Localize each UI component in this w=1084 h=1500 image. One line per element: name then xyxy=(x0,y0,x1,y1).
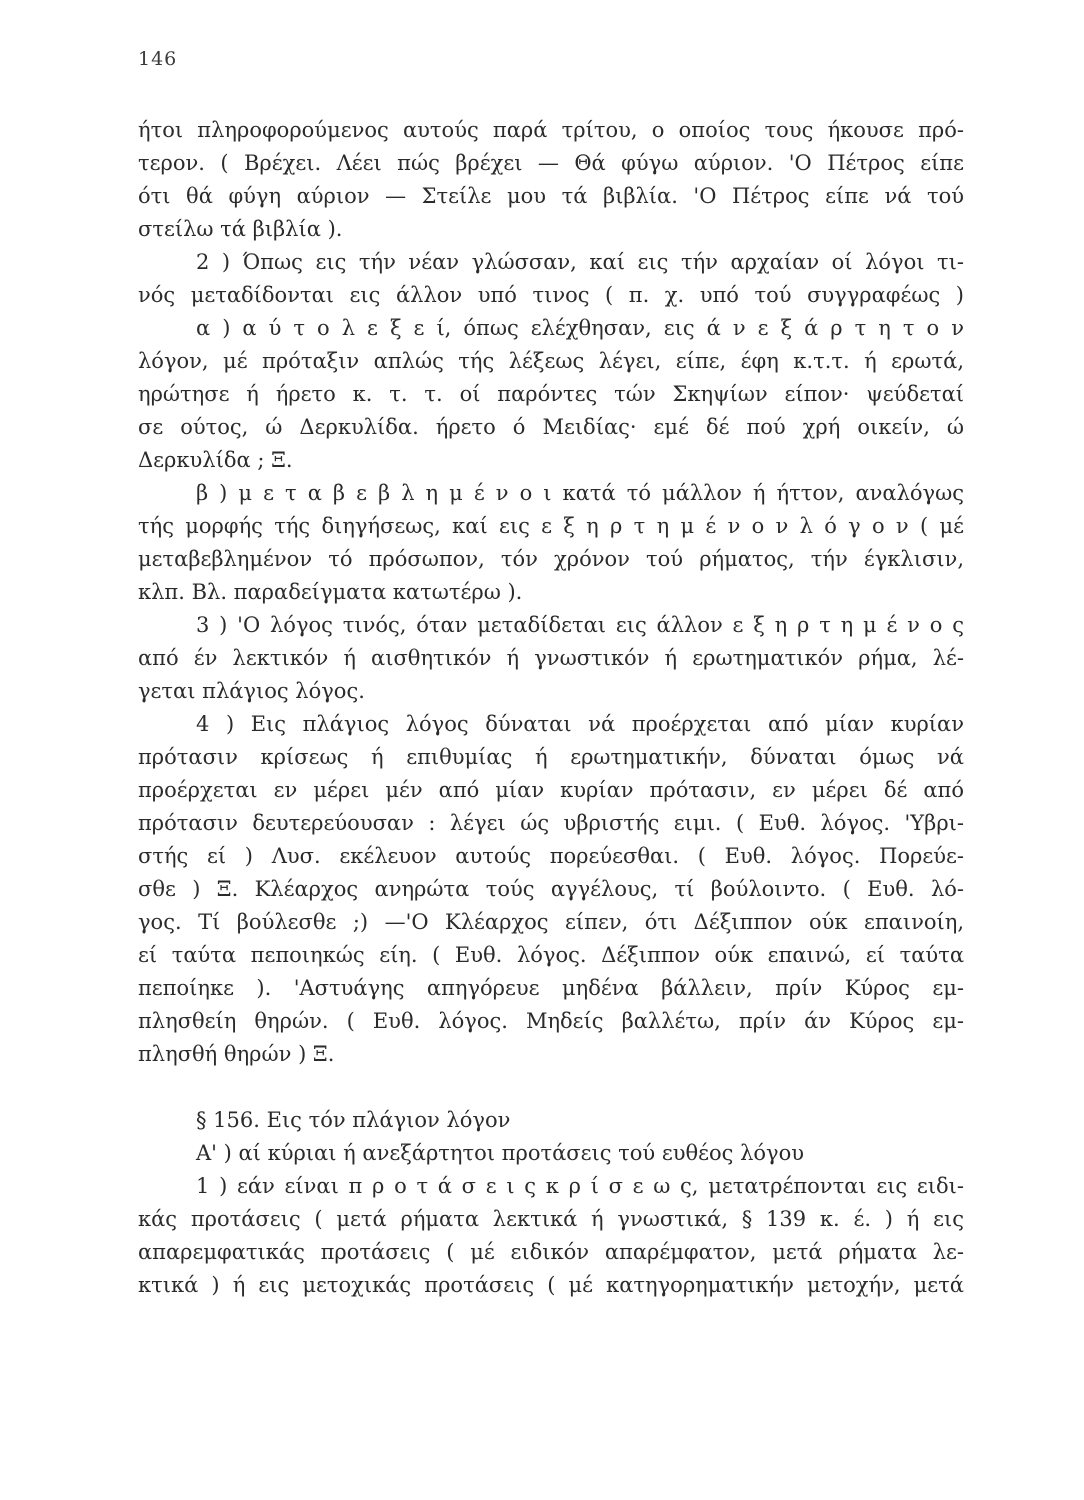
text-line: 2 ) Όπως εις τήν νέαν γλώσσαν, καί εις τήν αρχαίαν οί λόγοι τι- xyxy=(196,250,964,274)
text-line: λόγον, μέ πρόταξιν απλώς τής λέξεως λέγει, είπε, έφη κ.τ.τ. ή ερωτά, xyxy=(138,349,964,373)
text-line: νός μεταδίδονται εις άλλον υπό τινος ( π. χ. υπό τού συγγραφέως ) xyxy=(138,283,964,307)
text-line: τής μορφής τής διηγήσεως, καί εις ε ξ η ρ τ η μ έ ν ο ν λ ό γ ο ν ( μέ xyxy=(138,514,964,538)
text-line: πρότασιν δευτερεύουσαν : λέγει ώς υβριστής ειμι. ( Ευθ. λόγος. 'Υβρι- xyxy=(138,811,964,835)
text-line: σε ούτος, ώ Δερκυλίδα. ήρετο ό Μειδίας· εμέ δέ πού χρή οικείν, ώ xyxy=(138,415,964,439)
text-line: απαρεμφατικάς προτάσεις ( μέ ειδικόν απαρέμφατον, μετά ρήματα λε- xyxy=(138,1240,964,1264)
text-line: σθε ) Ξ. Κλέαρχος ανηρώτα τούς αγγέλους, τί βούλοιντο. ( Ευθ. λό- xyxy=(138,877,964,901)
subsection-heading: Α' ) αί κύριαι ή ανεξάρτητοι προτάσεις τού ευθέος λόγου xyxy=(196,1141,805,1165)
text-line: Δερκυλίδα ; Ξ. xyxy=(138,448,293,472)
text-line: μεταβεβλημένον τό πρόσωπον, τόν χρόνον τού ρήματος, τήν έγκλισιν, xyxy=(138,547,964,571)
text-line: ότι θά φύγη αύριον — Στείλε μου τά βιβλία. 'Ο Πέτρος είπε νά τού xyxy=(138,184,964,208)
text-line: προέρχεται εν μέρει μέν από μίαν κυρίαν πρότασιν, εν μέρει δέ από xyxy=(138,778,964,802)
text-line: από έν λεκτικόν ή αισθητικόν ή γνωστικόν ή ερωτηματικόν ρήμα, λέ- xyxy=(138,646,964,670)
text-line: εί ταύτα πεποιηκώς είη. ( Ευθ. λόγος. Δέξιππον ούκ επαινώ, εί ταύτα xyxy=(138,943,964,967)
text-line: πρότασιν κρίσεως ή επιθυμίας ή ερωτηματικήν, δύναται όμως νά xyxy=(138,745,964,769)
text-line: β ) μ ε τ α β ε β λ η μ έ ν ο ι κατά τό μάλλον ή ήττον, αναλόγως xyxy=(196,481,964,505)
text-line: 4 ) Εις πλάγιος λόγος δύναται νά προέρχεται από μίαν κυρίαν xyxy=(196,712,964,736)
text-line: κάς προτάσεις ( μετά ρήματα λεκτικά ή γνωστικά, § 139 κ. έ. ) ή εις xyxy=(138,1207,964,1231)
text-line: ήτοι πληροφορούμενος αυτούς παρά τρίτου, ο οποίος τους ήκουσε πρό- xyxy=(138,118,964,142)
page-number: 146 xyxy=(138,48,178,70)
text-line: κτικά ) ή εις μετοχικάς προτάσεις ( μέ κατηγορηματικήν μετοχήν, μετά xyxy=(138,1273,964,1297)
text-line: πλησθείη θηρών. ( Ευθ. λόγος. Μηδείς βαλλέτω, πρίν άν Κύρος εμ- xyxy=(138,1009,964,1033)
text-line: 1 ) εάν είναι π ρ ο τ ά σ ε ι ς κ ρ ί σ ε ω ς, μετατρέπονται εις ειδι- xyxy=(196,1174,964,1198)
section-heading: § 156. Εις τόν πλάγιον λόγον xyxy=(196,1108,511,1132)
text-line: στείλω τά βιβλία ). xyxy=(138,217,343,241)
text-line: γος. Τί βούλεσθε ;) —'Ο Κλέαρχος είπεν, ότι Δέξιππον ούκ επαινοίη, xyxy=(138,910,964,934)
text-line: α ) α ύ τ ο λ ε ξ ε ί, όπως ελέχθησαν, εις ά ν ε ξ ά ρ τ η τ ο ν xyxy=(196,316,964,340)
text-line: πεποίηκε ). 'Αστυάγης απηγόρευε μηδένα βάλλειν, πρίν Κύρος εμ- xyxy=(138,976,964,1000)
text-line: 3 ) 'Ο λόγος τινός, όταν μεταδίδεται εις άλλον ε ξ η ρ τ η μ έ ν ο ς xyxy=(196,613,964,637)
text-line: στής εί ) Λυσ. εκέλευον αυτούς πορεύεσθαι. ( Ευθ. λόγος. Πορεύε- xyxy=(138,844,964,868)
body-text xyxy=(138,114,964,1302)
text-line: κλπ. Βλ. παραδείγματα κατωτέρω ). xyxy=(138,580,523,604)
text-line: ηρώτησε ή ήρετο κ. τ. τ. οί παρόντες τών Σκηψίων είπον· ψεύδεταί xyxy=(138,382,964,406)
text-line: τερον. ( Βρέχει. Λέει πώς βρέχει — Θά φύγω αύριον. 'Ο Πέτρος είπε xyxy=(138,151,964,175)
text-line: πλησθή θηρών ) Ξ. xyxy=(138,1042,335,1066)
text-line: γεται πλάγιος λόγος. xyxy=(138,679,365,703)
